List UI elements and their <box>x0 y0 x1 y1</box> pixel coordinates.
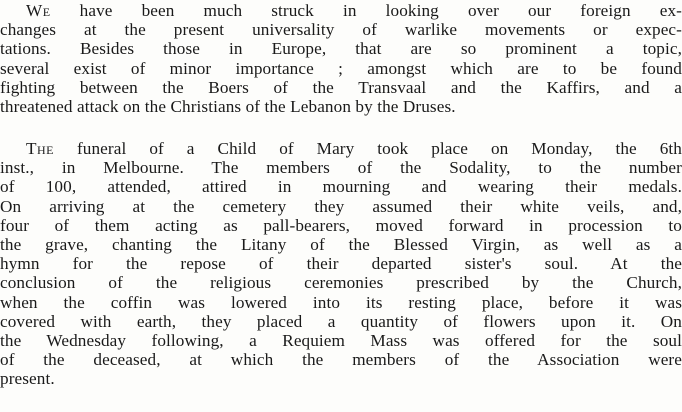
paragraph-funeral <box>0 139 682 388</box>
text-line: four of them acting as pall-bearers, moved forward in procession to <box>0 215 682 235</box>
text-line: threatened attack on the Christians of the Lebanon by the Druses. <box>0 96 456 116</box>
paragraph-foreign-exchanges <box>0 1 682 116</box>
text-line: when the coffin was lowered into its resting place, before it was <box>0 292 682 312</box>
text-line: several exist of minor importance ; amongst which are to be found <box>0 58 682 78</box>
paragraph-first-line-text: funeral of a Child of Mary took place on Monday, the 6th <box>54 139 682 158</box>
paragraph-first-line <box>0 139 682 158</box>
paragraph-first-line <box>0 1 682 20</box>
text-line: the Wednesday following, a Requiem Mass was offered for the soul <box>0 330 682 350</box>
text-line: fighting between the Boers of the Transvaal and the Kaffirs, and a <box>0 77 682 97</box>
paragraph-lead-word: The <box>26 139 54 158</box>
text-line: hymn for the repose of their departed sister's soul. At the <box>0 254 682 274</box>
text-line: inst., in Melbourne. The members of the Sodality, to the number <box>0 158 682 178</box>
text-line: On arriving at the cemetery they assumed their white veils, and, <box>0 196 682 216</box>
text-line: covered with earth, they placed a quantity of flowers upon it. On <box>0 311 682 331</box>
text-line: the grave, chanting the Litany of the Blessed Virgin, as well as a <box>0 234 682 254</box>
text-line: tations. Besides those in Europe, that are so prominent a topic, <box>0 39 682 59</box>
text-line: conclusion of the religious ceremonies prescribed by the Church, <box>0 273 682 293</box>
text-line: of the deceased, at which the members of the Association were <box>0 350 682 370</box>
text-line: present. <box>0 369 55 389</box>
paragraph-first-line-text: have been much struck in looking over our foreign ex- <box>50 1 682 20</box>
paragraph-lead-word: We <box>26 1 51 20</box>
text-line: changes at the present universality of warlike movements or expec- <box>0 20 682 40</box>
text-line: of 100, attended, attired in mourning and wearing their medals. <box>0 177 682 197</box>
